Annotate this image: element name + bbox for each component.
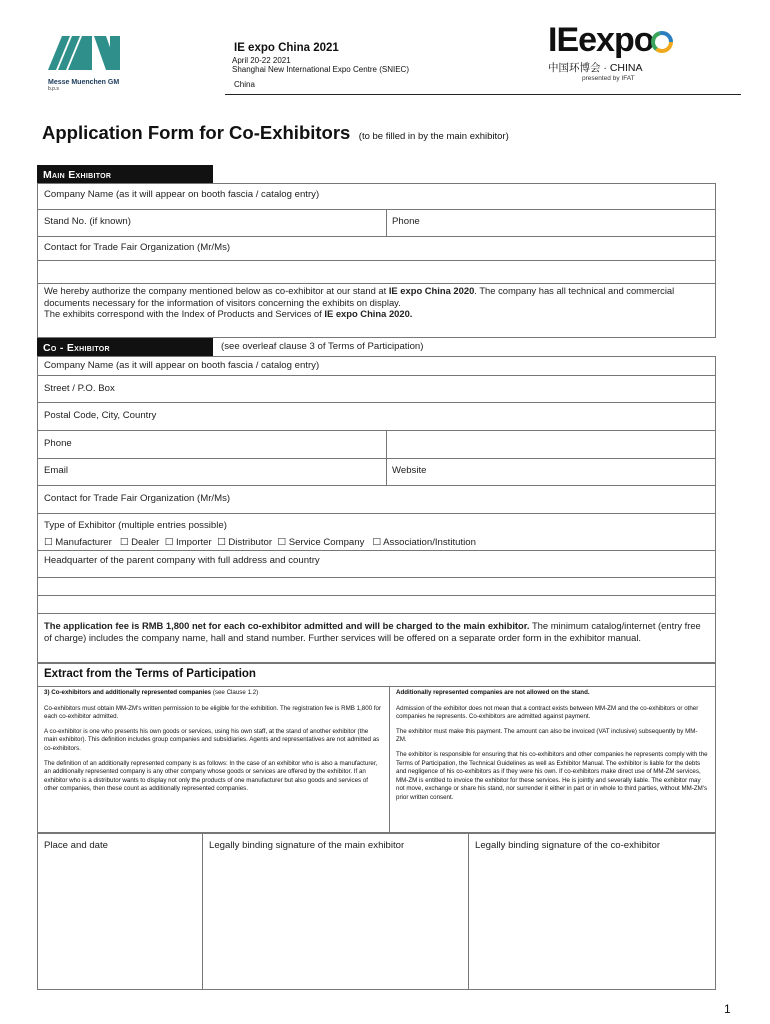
main-signature-field[interactable]: Legally binding signature of the main exhibitor [209, 840, 405, 851]
co-signature-field[interactable]: Legally binding signature of the co-exhibitor [475, 840, 661, 851]
authorization-text: We hereby authorize the company mentioned below as co-exhibitor at our stand at IE expo China 2020. The company has all technical and commercial documents necessary for the information of visitors concerning the exhibits on display. The exhibits correspond with the Index of Products and Services of IE expo China 2020. [44, 285, 675, 320]
place-date-field[interactable]: Place and date [44, 840, 109, 851]
main-blank-line[interactable] [38, 261, 715, 282]
type-association[interactable]: ☐ Association/Institution [372, 537, 476, 548]
type-dealer[interactable]: ☐ Dealer [119, 537, 160, 548]
right-logo-cn: 中国环博会 · CHINA [548, 62, 643, 74]
fee-text: The application fee is RMB 1,800 net for each co-exhibitor admitted and will be charged to the main exhibitor. The minimum catalog/internet (entry free of charge) includes the company name, hall and stand number. Further services will be offered on a separate order form in the exhibitor manual. [44, 620, 701, 643]
terms-left-column: 3) Co-exhibitors and additionally represented companies (see Clause 1.2) Co-exhibitors must obtain MM-ZM's written permission to be eligible for the exhibition. The registration fee is RMB 1,800 for each co-exhibitor admitted. A co-exhibitor is one who presents his own goods or services, using his own staff, at the stand of another exhibitor (the main exhibitor). This definition includes group companies and subsidiaries. Agents and representatives are not admitted as co-exhibitors. The definition of an additionally represented company is as follows: In the case of an exhibitor who is also a manufacturer, an additionally represented company is any other company whose goods or services are offered by the exhibitor. If an exhibitor who is a distributor wants to display not only the products of one manufacturer but also goods and services of other companies, then these count as additionally represented companies. [44, 689, 382, 793]
right-logo-main: IEexpo [548, 21, 654, 59]
expo-country: China [234, 80, 255, 89]
main-company-name-field[interactable]: Company Name (as it will appear on booth fascia / catalog entry) [44, 189, 320, 200]
co-website-field[interactable]: Website [392, 465, 427, 476]
type-importer[interactable]: ☐ Importer [164, 537, 212, 548]
main-contact-field[interactable]: Contact for Trade Fair Organization (Mr/Ms) [44, 242, 231, 253]
type-service-company[interactable]: ☐ Service Company [277, 537, 365, 548]
co-email-field[interactable]: Email [44, 465, 68, 476]
terms-right-column: Additionally represented companies are not allowed on the stand. Admission of the exhibitor does not mean that a contract exists between MM-ZM and the co-exhibitors or other companies he represents. Co-exhibitors are admitted against payment. The exhibitor must make this payment. The amount can also be invoiced (VAT inclusive) subsequently by MM-ZM. The exhibitor is responsible for ensuring that his co-exhibitors and other companies he represents comply with the Terms of Participation, the Technical Guidelines as well as Exhibitor Manual. The exhibitor is liable for the debts and negligence of his co-exhibitors as if they were his own. If co-exhibitors make direct use of MM-ZM services, MM-ZM is entitled to invoice the exhibitor for these services. He is jointly and severally liable. The exhibitor may not move, exchange or share his stand, nor surrender it either in part or in whole to third parties, without MM-ZM's prior written consent. [396, 689, 708, 801]
left-logo [48, 36, 138, 92]
main-phone-field[interactable]: Phone [392, 216, 420, 227]
expo-ring-icon [650, 30, 674, 54]
exhibitor-type-options [44, 537, 476, 548]
terms-heading: Extract from the Terms of Participation [44, 668, 256, 680]
main-stand-no-field[interactable]: Stand No. (if known) [44, 216, 131, 227]
checkbox-icon[interactable]: ☐ [277, 537, 287, 548]
left-logo-text: Messe Muenchen GM [48, 79, 120, 86]
type-manufacturer[interactable]: ☐ Manufacturer [44, 537, 112, 548]
main-exhibitor-banner: Main Exhibitor [37, 165, 213, 183]
exhibitor-type-label: Type of Exhibitor (multiple entries possible) [44, 520, 227, 531]
co-postal-field[interactable]: Postal Code, City, Country [44, 410, 157, 421]
type-distributor[interactable]: ☐ Distributor [217, 537, 273, 548]
header-rule [225, 94, 741, 95]
page-title: Application Form for Co-Exhibitors (to be filled in by the main exhibitor) [42, 122, 509, 143]
checkbox-icon[interactable]: ☐ [372, 537, 382, 548]
co-company-name-field[interactable]: Company Name (as it will appear on booth fascia / catalog entry) [44, 360, 320, 371]
left-logo-sub: b.p.s [48, 86, 59, 92]
checkbox-icon[interactable]: ☐ [217, 537, 226, 548]
headquarter-field[interactable]: Headquarter of the parent company with full address and country [44, 555, 320, 566]
co-exhibitor-banner: Co - Exhibitor [37, 338, 213, 356]
expo-name: IE expo China 2021 [234, 42, 339, 54]
checkbox-icon[interactable]: ☐ [164, 537, 174, 548]
co-phone-field[interactable]: Phone [44, 438, 72, 449]
headquarter-blank-1[interactable] [38, 578, 715, 594]
messe-logo-icon [48, 36, 126, 72]
signature-frame [37, 833, 716, 990]
expo-venue: Shanghai New International Expo Centre (SNIEC) [232, 65, 409, 74]
page-number: 1 [724, 1002, 731, 1016]
right-logo-sub: presented by IFAT [582, 75, 635, 82]
co-contact-field[interactable]: Contact for Trade Fair Organization (Mr/Ms) [44, 493, 231, 504]
checkbox-icon[interactable]: ☐ [44, 537, 53, 548]
co-street-field[interactable]: Street / P.O. Box [44, 383, 115, 394]
overleaf-note: (see overleaf clause 3 of Terms of Participation) [221, 341, 424, 352]
headquarter-blank-2[interactable] [38, 596, 715, 612]
expo-dates: April 20-22 2021 [232, 56, 291, 65]
checkbox-icon[interactable]: ☐ [119, 537, 129, 548]
